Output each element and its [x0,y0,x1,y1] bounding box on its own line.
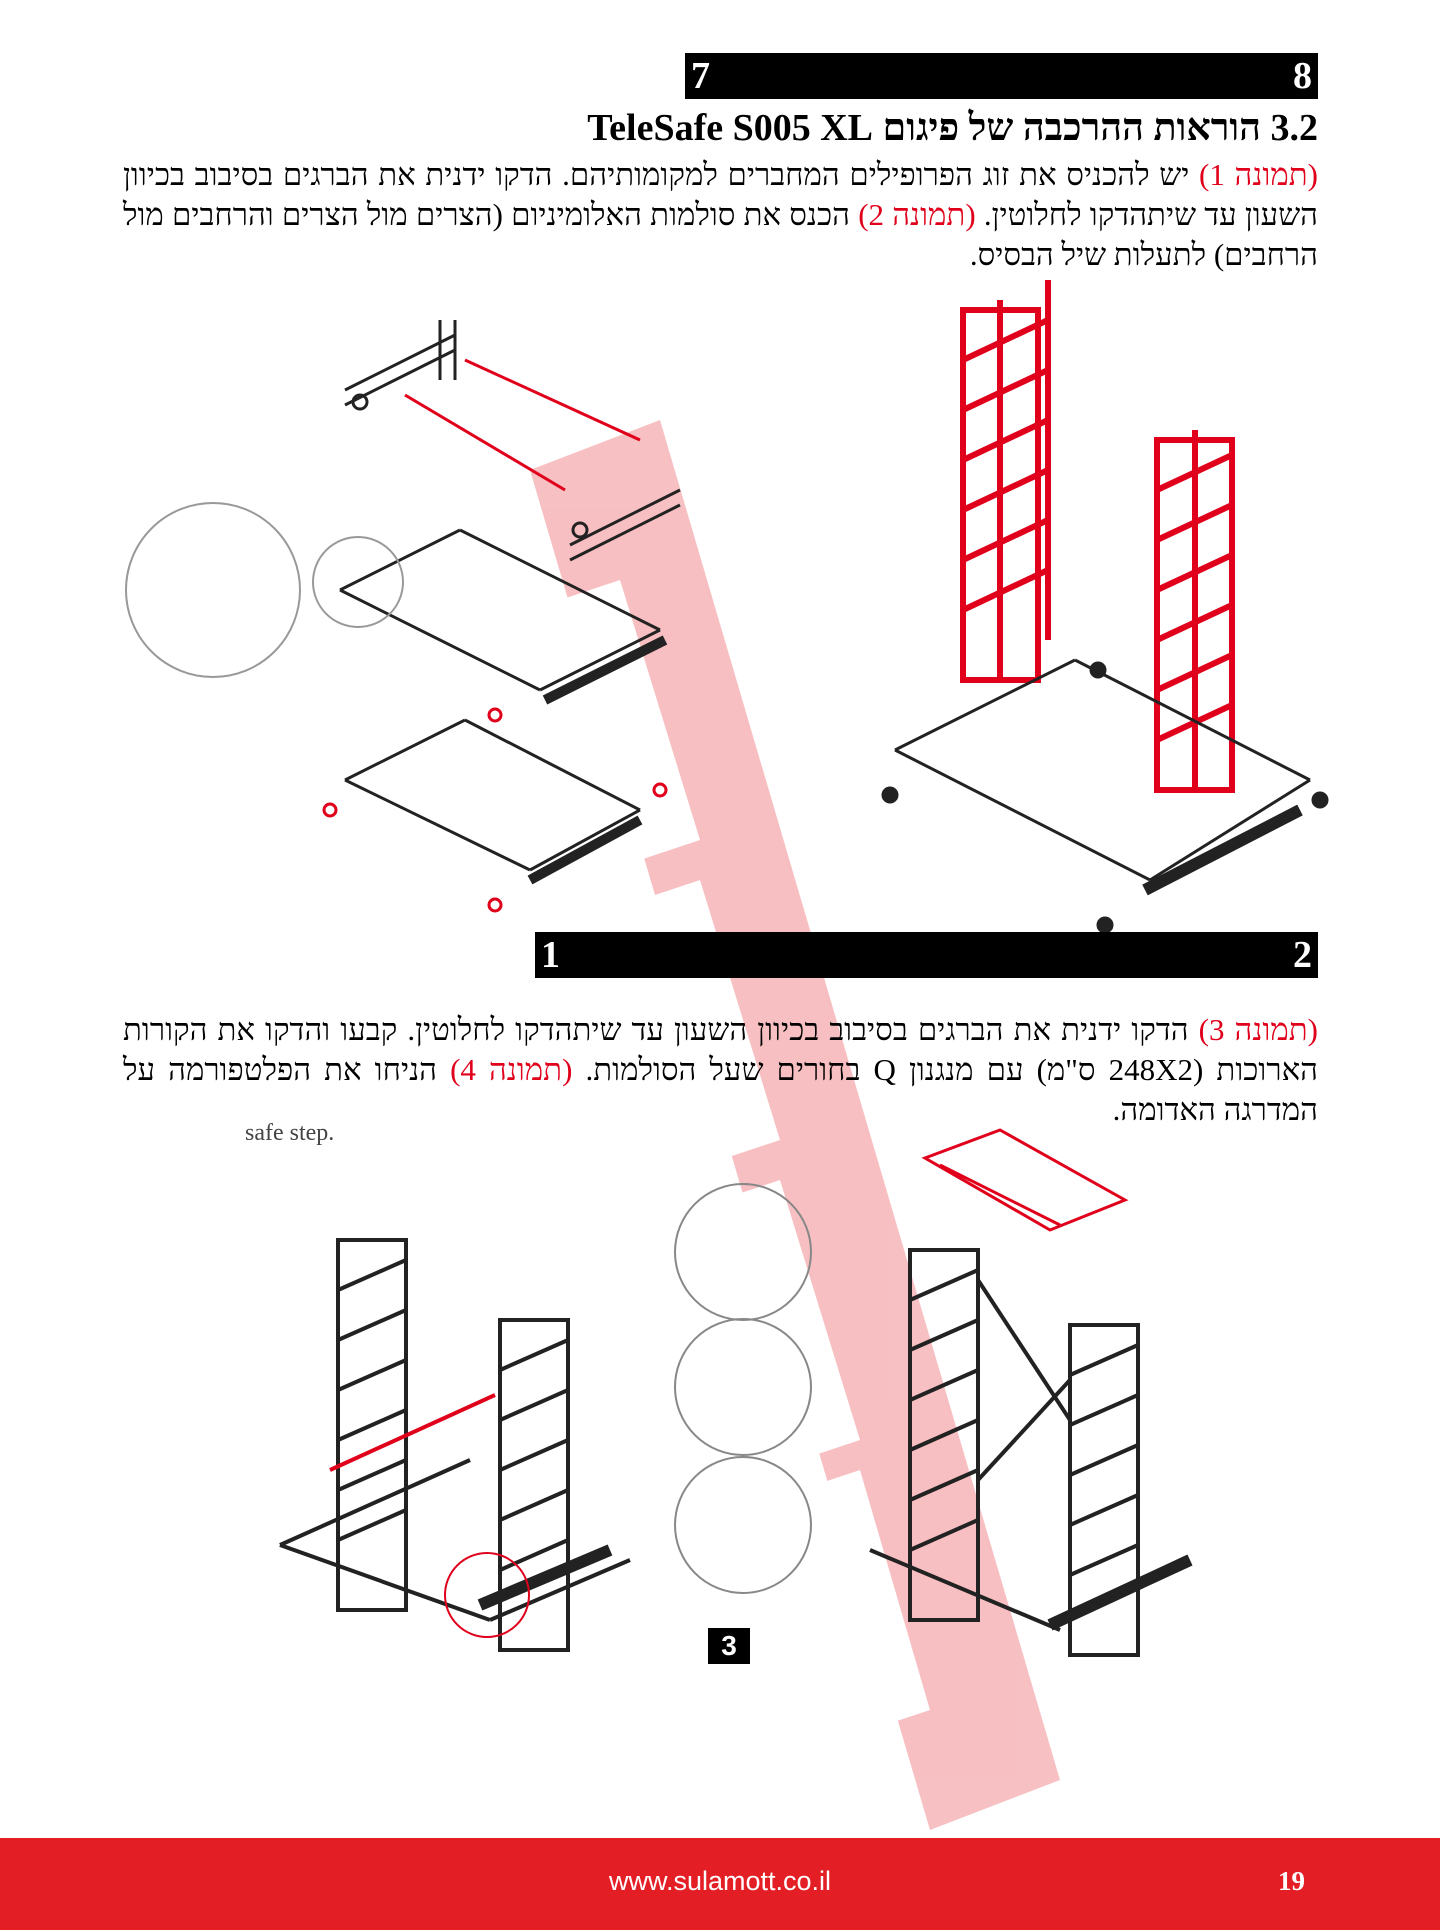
detail-circle-1 [126,503,300,677]
figure-2-ladders [963,280,1232,790]
paragraph-1-text-b: הכנס את סולמות האלומיניום (הצרים מול הצרים והרחבים מול הרחבים) לתעלות שיל הבסיס. [123,197,1318,272]
figure-ref-3: (תמונה 3) [1198,1012,1319,1047]
instruction-paragraph-2 [123,1010,1318,1130]
figure-ref-2: (תמונה 2) [858,197,976,232]
figure-2-base [883,660,1327,932]
figure-3-assembly [280,1240,630,1650]
figure-number-2: 2 [1293,934,1312,976]
paragraph-2-text-b: הניחו את הפלטפורמה על המדרגה האדומה. [123,1052,1318,1127]
detail-circle-q-mechanism-3 [675,1457,811,1593]
figure-number-3: 3 [708,1628,750,1664]
figure-number-7: 7 [691,55,710,97]
figure-4-red-platform [925,1130,1125,1230]
page-number: 19 [1278,1866,1305,1896]
website-url[interactable]: www.sulamott.co.il [608,1866,832,1896]
paragraph-2-text-a: הדקו ידנית את הברגים בסיבוב בכיוון השעון עד שיתהדקו לחלוטין. קבעו והדקו את הקורות הארוכות (248X2 ס"מ) עם מנגנון Q בחורים שעל הסולמות. [123,1012,1319,1087]
figure-number-8: 8 [1293,55,1312,97]
paragraph-1-text-a: יש להכניס את זוג הפרופילים המחברים למקומותיהם. הדקו ידנית את הברגים בסיבוב בכיוון השעון עד שיתהדקו לחלוטין. [123,157,1319,232]
footer-bar [0,1838,1440,1930]
section-heading: 3.2 הוראות ההרכבה של פיגום TeleSafe S005 XL [587,107,1318,149]
safe-step-label: safe step. [245,1120,335,1146]
figure-label-bar-middle [535,932,1318,978]
figure-number-1: 1 [541,934,560,976]
figure-ref-1: (תמונה 1) [1199,157,1318,192]
figure-ref-4: (תמונה 4) [450,1052,573,1087]
